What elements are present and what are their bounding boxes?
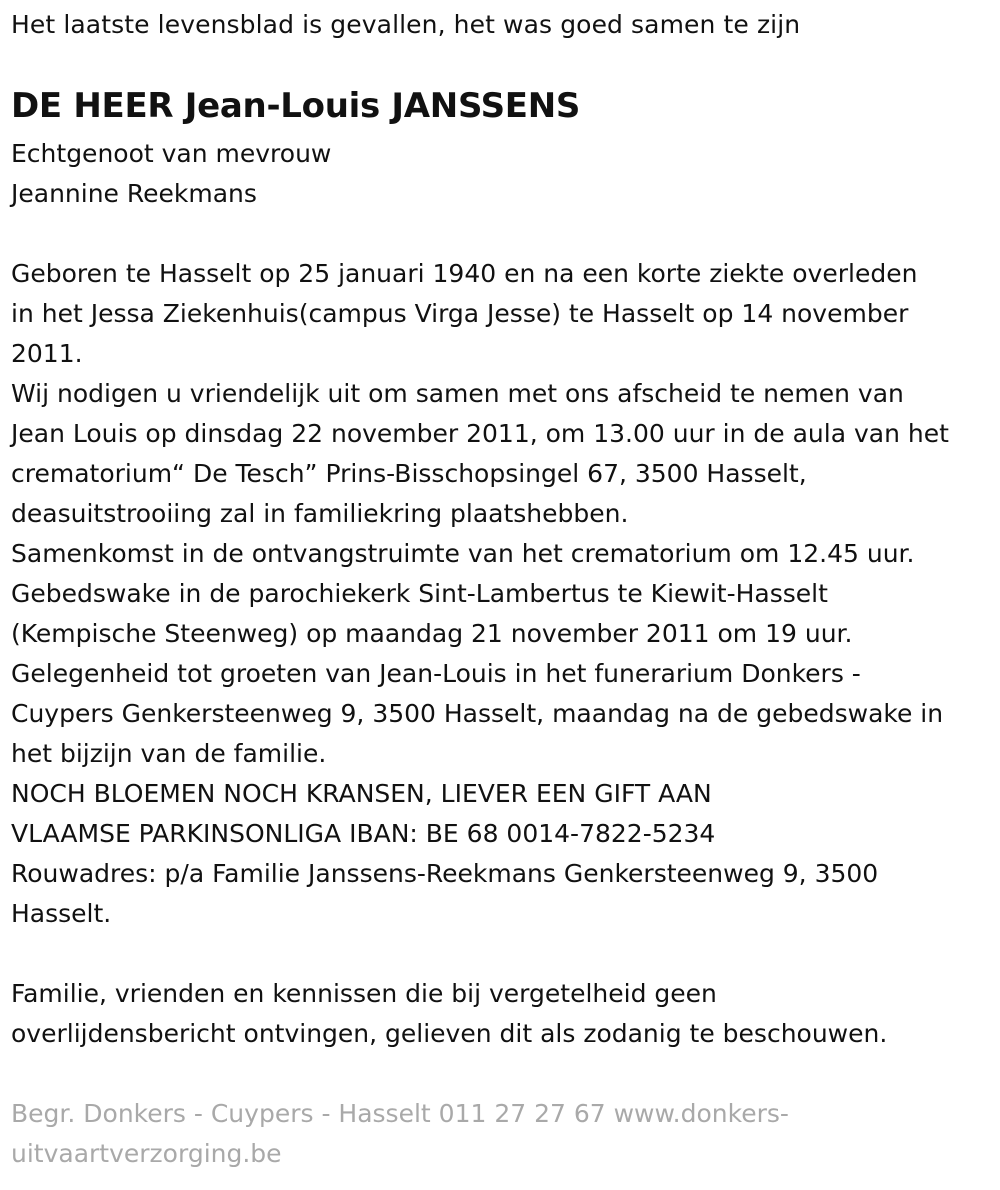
body-line: Jean Louis op dinsdag 22 november 2011, om 13.00 uur in de aula van het [11,419,949,448]
body-line: 2011. [11,339,83,368]
body-line: Hasselt. [11,899,112,928]
body-line: NOCH BLOEMEN NOCH KRANSEN, LIEVER EEN GIFT AAN [11,779,712,808]
body-line: Wij nodigen u vriendelijk uit om samen met ons afscheid te nemen van [11,379,904,408]
body-line: in het Jessa Ziekenhuis(campus Virga Jesse) te Hasselt op 14 november [11,299,909,328]
notice-body [11,254,995,934]
spouse-block [11,134,331,214]
deceased-name: DE HEER Jean-Louis JANSSENS [11,86,581,126]
footer-line: uitvaartverzorging.be [11,1139,282,1168]
body-line: deasuitstrooiing zal in familiekring plaatshebben. [11,499,629,528]
body-line: Cuypers Genkersteenweg 9, 3500 Hasselt, maandag na de gebedswake in [11,699,944,728]
body-line: Gebedswake in de parochiekerk Sint-Lambertus te Kiewit-Hasselt [11,579,828,608]
closing-line: overlijdensbericht ontvingen, gelieven dit als zodanig te beschouwen. [11,1019,888,1048]
footer-line: Begr. Donkers - Cuypers - Hasselt 011 27 27 67 www.donkers- [11,1099,789,1128]
closing-note [11,974,887,1054]
body-line: crematorium“ De Tesch” Prins-Bisschopsingel 67, 3500 Hasselt, [11,459,807,488]
body-line: Rouwadres: p/a Familie Janssens-Reekmans Genkersteenweg 9, 3500 [11,859,879,888]
body-line: VLAAMSE PARKINSONLIGA IBAN: BE 68 0014-7822-5234 [11,819,716,848]
closing-line: Familie, vrienden en kennissen die bij vergetelheid geen [11,979,717,1008]
body-line: Geboren te Hasselt op 25 januari 1940 en na een korte ziekte overleden [11,259,918,288]
intro-line: Het laatste levensblad is gevallen, het was goed samen te zijn [11,10,801,39]
body-line: het bijzijn van de familie. [11,739,327,768]
body-line: Gelegenheid tot groeten van Jean-Louis in het funerarium Donkers - [11,659,861,688]
undertaker-footer [11,1094,789,1174]
body-line: Samenkomst in de ontvangstruimte van het crematorium om 12.45 uur. [11,539,915,568]
body-line: (Kempische Steenweg) op maandag 21 november 2011 om 19 uur. [11,619,853,648]
spouse-line: Jeannine Reekmans [11,179,257,208]
spouse-line: Echtgenoot van mevrouw [11,139,332,168]
